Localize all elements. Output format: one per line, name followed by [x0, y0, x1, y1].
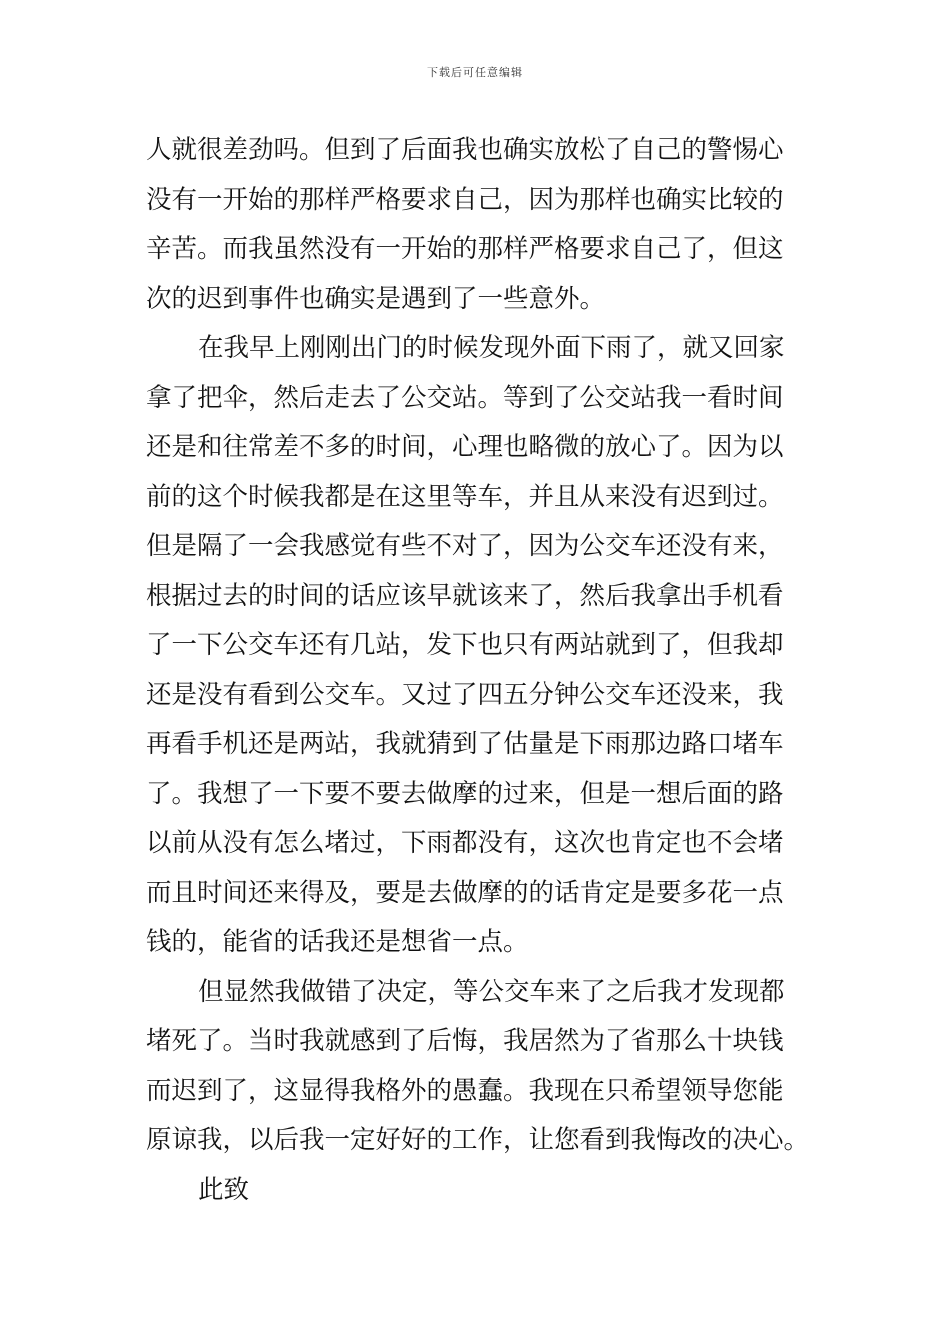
text-line: 没有一开始的那样严格要求自己，因为那样也确实比较的 [146, 184, 784, 215]
text-line: 拿了把伞，然后走去了公交站。等到了公交站我一看时间 [146, 382, 784, 413]
text-line: 以前从没有怎么堵过，下雨都没有，这次也肯定也不会堵 [146, 828, 784, 858]
text-line: 而且时间还来得及，要是去做摩的的话肯定是要多花一点 [146, 877, 784, 908]
text-line: 前的这个时候我都是在这里等车，并且从来没有迟到过。 [146, 481, 784, 512]
text-line: 辛苦。而我虽然没有一开始的那样严格要求自己了，但这 [146, 234, 784, 264]
text-line: 在我早上刚刚出门的时候发现外面下雨了，就又回家 [198, 333, 785, 363]
text-line: 钱的，能省的话我还是想省一点。 [146, 927, 529, 957]
closing-salutation: 此致 [198, 1174, 250, 1205]
text-line: 还是没有看到公交车。又过了四五分钟公交车还没来，我 [146, 679, 784, 710]
paragraph-1 [146, 126, 806, 324]
text-line: 但是隔了一会我感觉有些不对了，因为公交车还没有来， [146, 531, 784, 561]
text-line: 再看手机还是两站，我就猜到了估量是下雨那边路口堵车 [146, 729, 784, 759]
text-line: 堵死了。当时我就感到了后悔，我居然为了省那么十块钱 [146, 1026, 784, 1056]
text-line: 原谅我，以后我一定好好的工作，让您看到我悔改的决心。 [146, 1125, 810, 1155]
text-line: 但显然我做错了决定，等公交车来了之后我才发现都 [198, 976, 785, 1007]
text-line: 而迟到了，这显得我格外的愚蠢。我现在只希望领导您能 [146, 1075, 784, 1106]
text-line: 人就很差劲吗。但到了后面我也确实放松了自己的警惕心 [146, 135, 784, 165]
text-line: 次的迟到事件也确实是遇到了一些意外。 [146, 283, 606, 314]
paragraph-2 [146, 324, 806, 968]
paragraph-closing [146, 1166, 806, 1216]
text-line: 还是和往常差不多的时间，心理也略微的放心了。因为以 [146, 432, 784, 462]
text-line: 了。我想了一下要不要去做摩的过来，但是一想后面的路 [146, 778, 784, 809]
page-header-note: 下载后可任意编辑 [427, 66, 523, 79]
document-body [146, 126, 810, 1215]
text-line: 了一下公交车还有几站，发下也只有两站就到了，但我却 [146, 630, 784, 660]
paragraph-3 [146, 968, 810, 1166]
text-line: 根据过去的时间的话应该早就该来了，然后我拿出手机看 [146, 580, 784, 611]
